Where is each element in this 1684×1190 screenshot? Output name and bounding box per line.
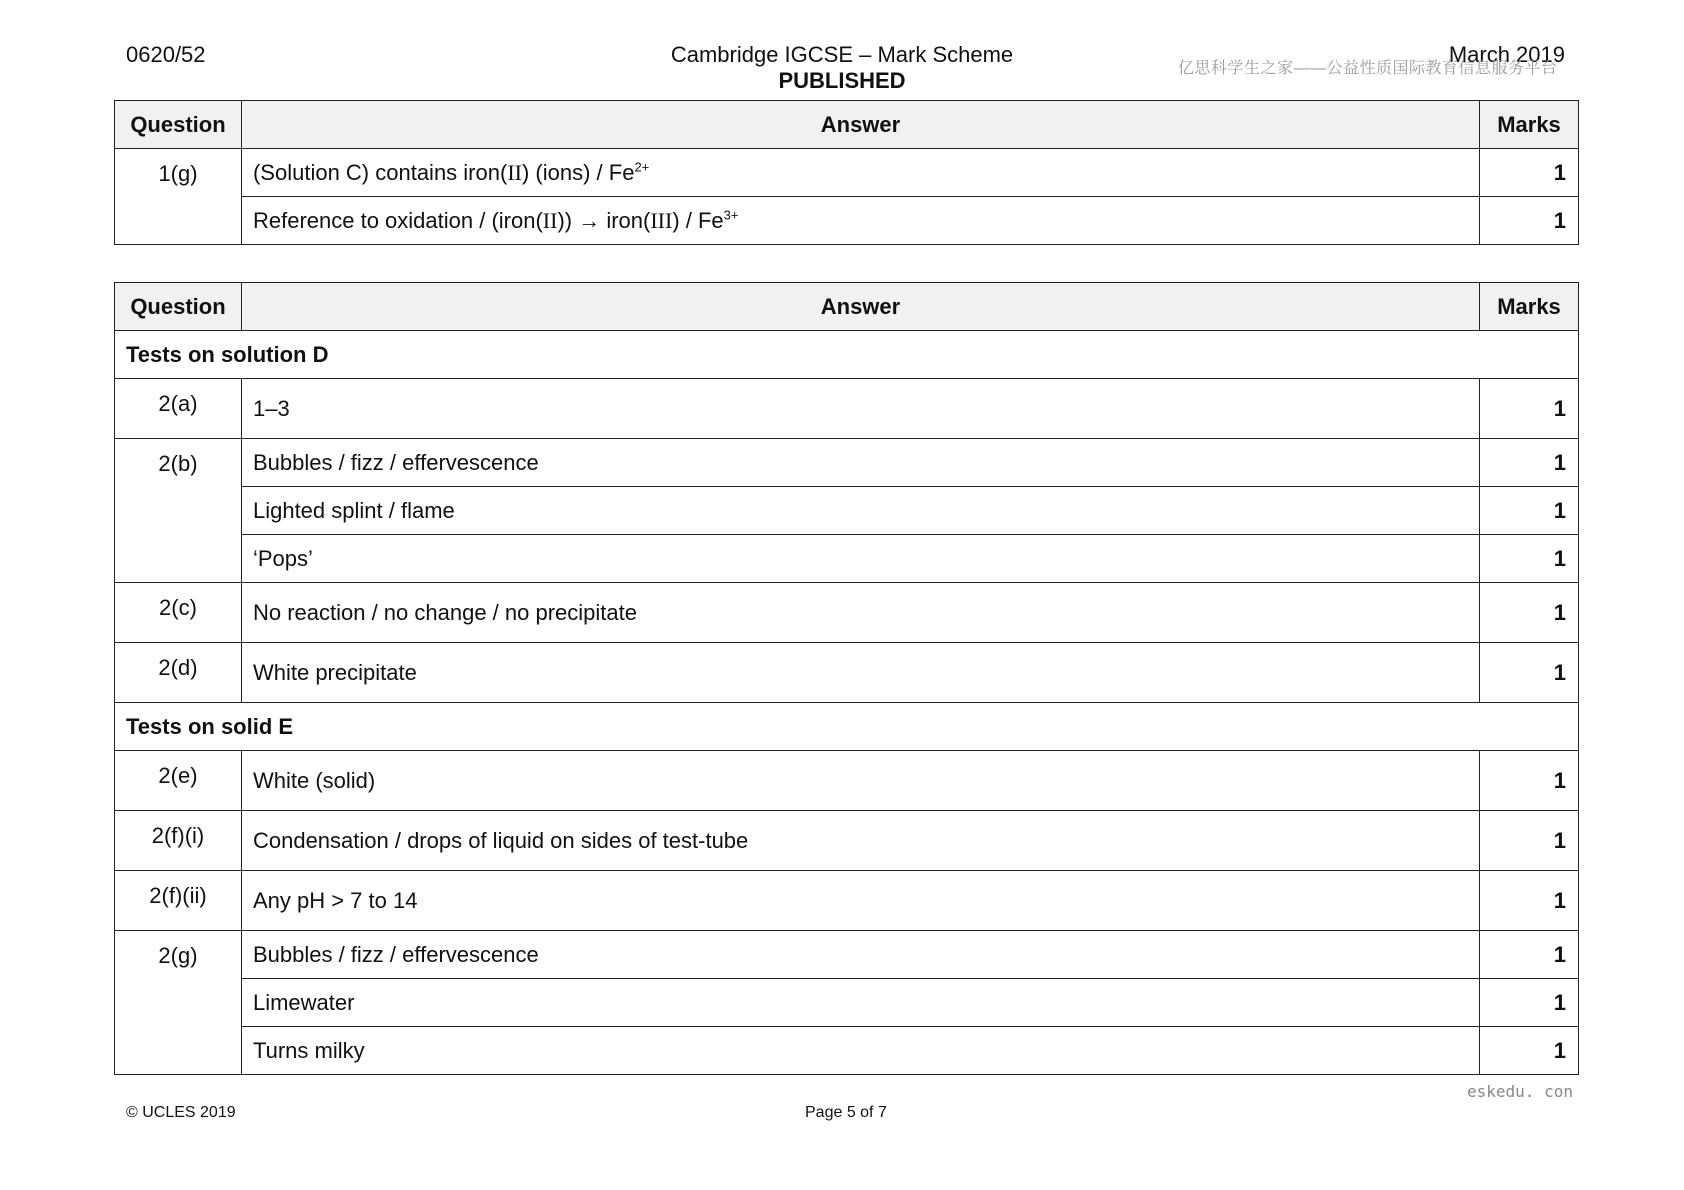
question-number: 1(g) <box>115 149 242 245</box>
published-label: PUBLISHED <box>778 68 906 93</box>
question-number: 2(d) <box>115 643 242 703</box>
answer-cell: No reaction / no change / no precipitate <box>241 583 1479 643</box>
marks-cell: 1 <box>1480 811 1579 871</box>
answer-cell: 1–3 <box>241 379 1479 439</box>
answer-cell: Condensation / drops of liquid on sides of test-tube <box>241 811 1479 871</box>
header-marks: Marks <box>1480 101 1579 149</box>
table-row <box>115 931 1579 979</box>
table-row <box>115 197 1579 245</box>
marks-cell: 1 <box>1480 197 1579 245</box>
header-question: Question <box>115 101 242 149</box>
table-header-row <box>115 101 1579 149</box>
header-marks: Marks <box>1480 283 1579 331</box>
answer-cell: Bubbles / fizz / effervescence <box>241 931 1479 979</box>
question-number: 2(f)(i) <box>115 811 242 871</box>
table-row <box>115 439 1579 487</box>
question-number: 2(e) <box>115 751 242 811</box>
table-row <box>115 811 1579 871</box>
section-row <box>115 703 1579 751</box>
paper-code: 0620/52 <box>126 42 206 67</box>
question-number: 2(b) <box>115 439 242 583</box>
answer-cell: White (solid) <box>241 751 1479 811</box>
header-answer: Answer <box>241 101 1479 149</box>
marks-cell: 1 <box>1480 535 1579 583</box>
table-row <box>115 149 1579 197</box>
answer-cell: White precipitate <box>241 643 1479 703</box>
section-title-solution-d: Tests on solution D <box>115 331 1579 379</box>
question-number: 2(c) <box>115 583 242 643</box>
answer-cell: Any pH > 7 to 14 <box>241 871 1479 931</box>
marks-cell: 1 <box>1480 979 1579 1027</box>
table-row <box>115 535 1579 583</box>
answer-cell: Turns milky <box>241 1027 1479 1075</box>
marks-cell: 1 <box>1480 751 1579 811</box>
section-row <box>115 331 1579 379</box>
table-row <box>115 1027 1579 1075</box>
watermark-site: eskedu. con <box>1467 1082 1573 1101</box>
marks-cell: 1 <box>1480 643 1579 703</box>
table-row <box>115 379 1579 439</box>
question-number: 2(g) <box>115 931 242 1075</box>
marks-cell: 1 <box>1480 583 1579 643</box>
copyright: © UCLES 2019 <box>126 1104 236 1121</box>
mark-table-question-1 <box>114 100 1579 245</box>
watermark-text: 亿思科学生之家——公益性质国际教育信息服务平台 <box>1178 60 1558 77</box>
table-row <box>115 583 1579 643</box>
marks-cell: 1 <box>1480 439 1579 487</box>
question-number: 2(f)(ii) <box>115 871 242 931</box>
marks-cell: 1 <box>1480 149 1579 197</box>
table-header-row <box>115 283 1579 331</box>
table-row <box>115 979 1579 1027</box>
answer-cell: Bubbles / fizz / effervescence <box>241 439 1479 487</box>
marks-cell: 1 <box>1480 871 1579 931</box>
answer-cell: ‘Pops’ <box>241 535 1479 583</box>
header-question: Question <box>115 283 242 331</box>
mark-table-question-2 <box>114 282 1579 1075</box>
marks-cell: 1 <box>1480 379 1579 439</box>
table-row <box>115 751 1579 811</box>
marks-cell: 1 <box>1480 931 1579 979</box>
page-number: Page 5 of 7 <box>805 1104 887 1121</box>
table-row <box>115 643 1579 703</box>
answer-cell: Reference to oxidation / (iron(II)) → iron(III) / $Fe^{3+}$ <box>241 197 1479 245</box>
table-row <box>115 871 1579 931</box>
answer-cell: Limewater <box>241 979 1479 1027</box>
answer-cell: (Solution C) contains iron(II) (ions) / $Fe^{2+}$ <box>241 149 1479 197</box>
mark-scheme-title: Cambridge IGCSE – Mark Scheme <box>670 42 1014 67</box>
marks-cell: 1 <box>1480 487 1579 535</box>
section-title-solid-e: Tests on solid E <box>115 703 1579 751</box>
header-answer: Answer <box>241 283 1479 331</box>
answer-cell: Lighted splint / flame <box>241 487 1479 535</box>
exam-date: March 2019 <box>1448 42 1565 67</box>
question-number: 2(a) <box>115 379 242 439</box>
table-row <box>115 487 1579 535</box>
marks-cell: 1 <box>1480 1027 1579 1075</box>
